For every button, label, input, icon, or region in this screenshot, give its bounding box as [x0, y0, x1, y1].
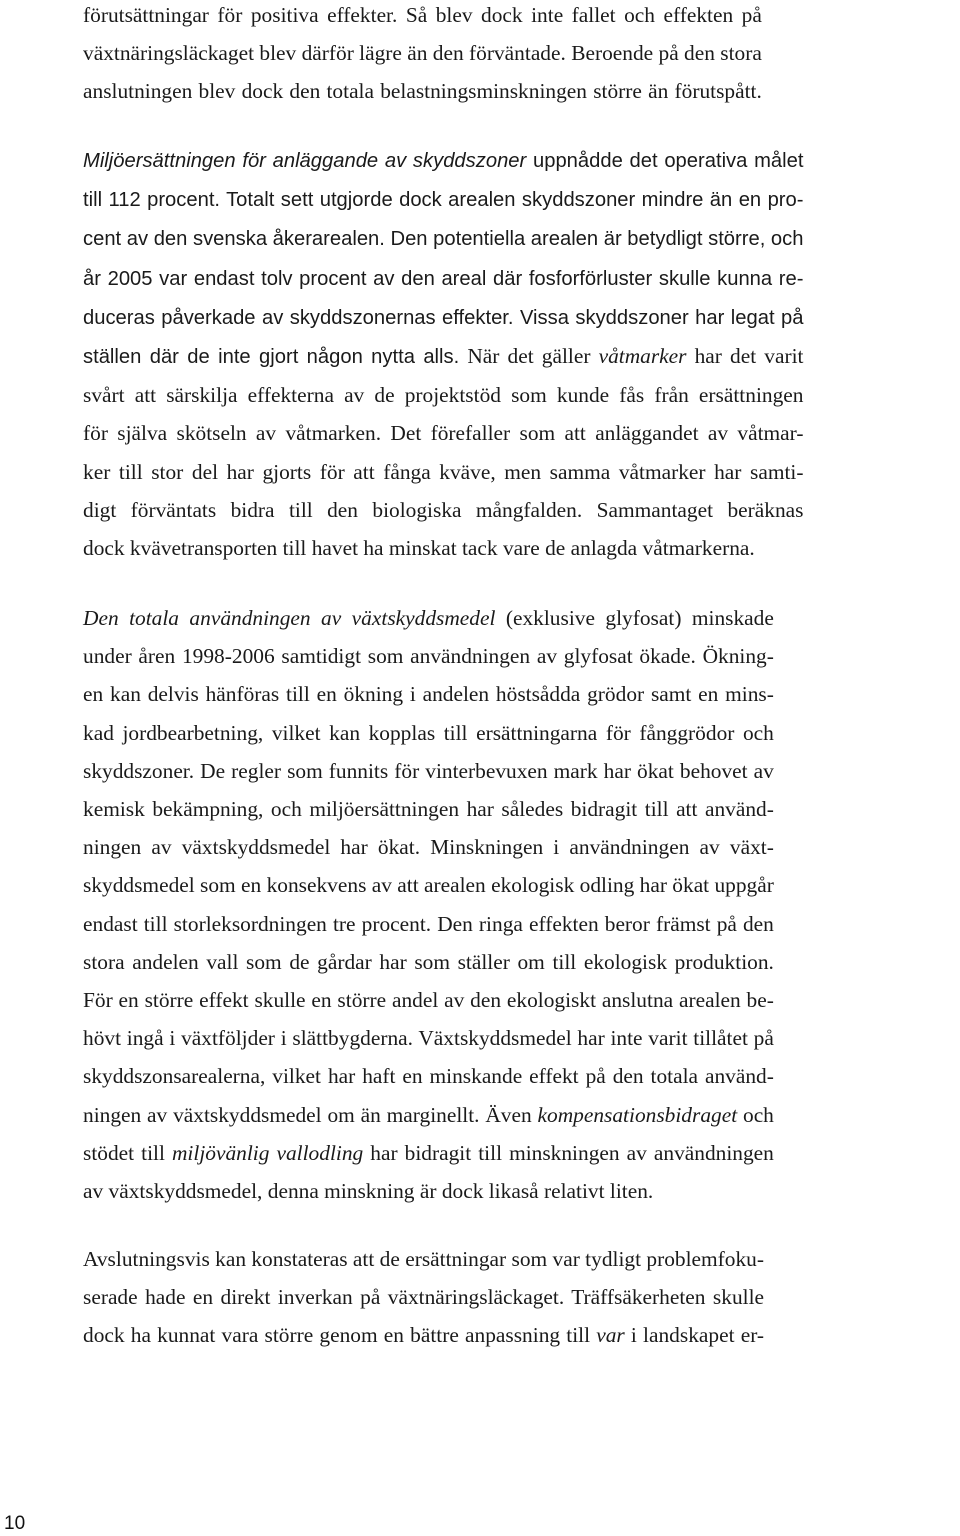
text-run: duceras påverkade av skyddszonernas effekter. Vissa skyddszoner har legat på [83, 306, 804, 329]
text-line [83, 1240, 764, 1278]
text-run: ningen av växtskyddsmedel har ökat. Minskningen i användningen av växt- [83, 835, 774, 860]
text-line [83, 414, 803, 452]
paragraph-3 [83, 599, 774, 1210]
text-line [83, 72, 762, 110]
text-run: dock kvävetransporten till havet ha minskat tack vare de anlagda våtmarkerna. [83, 536, 755, 561]
text-line [83, 491, 803, 529]
text-line [83, 790, 774, 828]
text-run: ställen där de inte gjort någon nytta alls. [83, 346, 460, 369]
text-line [83, 714, 774, 752]
text-line [83, 943, 774, 981]
text-run: ker till stor del har gjorts för att fånga kväve, men samma våtmarker har samti- [83, 459, 804, 484]
text-run: Miljöersättningen för anläggande av skyddszoner [83, 150, 527, 172]
text-run: för själva skötseln av våtmarken. Det förefaller som att anläggandet av våtmar- [83, 421, 804, 446]
text-run: miljövänlig vallodling [171, 1140, 364, 1165]
text-run: digt förväntats bidra till den biologiska mångfalden. Sammantaget beräknas [83, 497, 804, 522]
text-line [83, 1019, 774, 1057]
page-number: 10 [4, 1513, 26, 1534]
text-run: och [737, 1102, 774, 1127]
text-line [83, 1172, 774, 1210]
text-line [83, 1134, 774, 1172]
text-run: uppnådde det operativa målet [526, 150, 804, 172]
text-run: våtmarker [598, 344, 687, 369]
text-line [83, 905, 774, 943]
text-run: skyddsmedel som en konsekvens av att arealen ekologisk odling har ökat uppgår [83, 873, 774, 898]
text-run: ningen av växtskyddsmedel om än marginellt. Även [83, 1102, 538, 1127]
text-run: dock ha kunnat vara större genom en bättre anpassning till [83, 1323, 597, 1348]
text-line [83, 34, 762, 72]
text-line [83, 453, 803, 491]
text-line [83, 337, 803, 376]
text-line [83, 675, 774, 713]
text-line [83, 866, 774, 904]
paragraph-1 [83, 0, 762, 111]
text-run: cent av den svenska åkerarealen. [83, 228, 385, 251]
text-run: var [596, 1323, 625, 1348]
paragraph-2 [83, 141, 803, 567]
text-run: Avslutningsvis kan konstateras att de ersättningar som var tydligt problemfoku- [83, 1247, 765, 1271]
text-run: av växtskyddsmedel, denna minskning är dock likaså relativt liten. [83, 1179, 654, 1204]
text-run: Den totala användningen av växtskyddsmedel [83, 606, 496, 630]
text-run: När det gäller [459, 344, 599, 369]
text-line [83, 828, 774, 866]
text-run: en kan delvis hänföras till en ökning i andelen höstsådda grödor samt en mins- [83, 682, 774, 707]
text-run: i landskapet er- [624, 1323, 765, 1348]
text-run: stödet till [83, 1140, 172, 1165]
text-line [83, 298, 803, 337]
text-run: till 112 procent. Totalt sett utgjorde dock arealen skyddszoner mindre än en pro- [83, 189, 804, 212]
paragraph-4 [83, 1240, 764, 1355]
text-line [83, 1316, 764, 1354]
text-run: skyddszoner. De regler som funnits för vinterbevuxen mark har ökat behovet av [83, 758, 774, 783]
text-run: stora andelen vall som de gårdar har som ställer om till ekologisk produktion. [83, 949, 774, 974]
text-run: serade hade en direkt inverkan på växtnäringsläckaget. Träffsäkerheten skulle [83, 1285, 765, 1310]
text-run: kad jordbearbetning, vilket kan kopplas till ersättningarna för fånggrödor och [83, 720, 774, 745]
text-run: växtnäringsläckaget blev därför lägre än den förväntade. Beroende på den stora [83, 41, 762, 66]
text-run: svårt att särskilja effekterna av de projektstöd som kunde fås från ersättningen [83, 383, 804, 408]
text-line [83, 1096, 774, 1134]
text-line [83, 376, 803, 414]
text-run: (exklusive glyfosat) minskade [495, 606, 774, 630]
text-run: skyddszonsarealerna, vilket har haft en minskande effekt på den totala använd- [83, 1064, 774, 1089]
text-run: har det varit [686, 344, 804, 369]
text-run: kemisk bekämpning, och miljöersättningen har således bidragit till att använd- [83, 797, 774, 822]
text-line [83, 0, 762, 34]
text-run: under åren 1998-2006 samtidigt som användningen av glyfosat ökade. Ökning- [83, 644, 774, 669]
text-run: år 2005 var endast tolv procent av den areal där fosforförluster skulle kunna re- [83, 267, 804, 290]
text-run: anslutningen blev dock den totala belastningsminskningen större än förutspått. [83, 79, 762, 104]
text-line [83, 1057, 774, 1095]
text-run: förutsättningar för positiva effekter. Så blev dock inte fallet och effekten på [83, 3, 762, 27]
text-line [83, 599, 774, 637]
text-run: hövt ingå i växtföljder i slättbygderna. Växtskyddsmedel har inte varit tillåtet på [83, 1026, 774, 1051]
text-line [83, 180, 803, 219]
text-line [83, 259, 803, 298]
text-run: har bidragit till minskningen av användningen [363, 1140, 774, 1165]
text-line [83, 1278, 764, 1316]
text-line [83, 219, 803, 258]
text-line [83, 981, 774, 1019]
text-line [83, 637, 774, 675]
text-run: För en större effekt skulle en större andel av den ekologiskt anslutna arealen be- [83, 988, 774, 1013]
text-line [83, 529, 803, 567]
text-run: Den potentiella arealen är betydligt större, och [384, 228, 804, 251]
text-line [83, 141, 803, 180]
text-run: kompensationsbidraget [537, 1102, 738, 1127]
text-line [83, 752, 774, 790]
text-run: endast till storleksordningen tre procent. Den ringa effekten beror främst på den [83, 911, 774, 936]
